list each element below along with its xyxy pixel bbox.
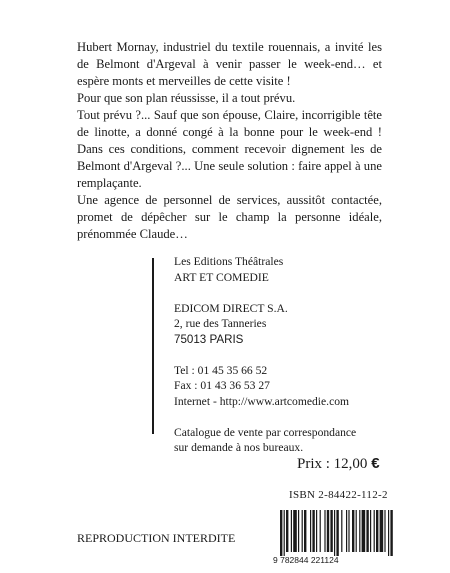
website-link: Internet - http://www.artcomedie.com: [174, 394, 350, 408]
barcode-bar: [366, 510, 368, 552]
barcode-bar: [334, 510, 335, 556]
blurb-paragraph-1: Hubert Mornay, industriel du textile rouennais, a invité les de Belmont d'Argeval à venir passer le week-end… et espère monts et merveilles de cette visite !: [77, 40, 382, 88]
price-label: [297, 455, 380, 473]
barcode-bar: [298, 510, 299, 552]
publisher-info: [174, 254, 404, 471]
barcode-bar: [348, 510, 349, 552]
blurb-paragraph-4: Une agence de personnel de services, aussitôt contactée, promet de dépêcher sur le champ la personne idéale, prénommée Claude…: [77, 193, 382, 241]
barcode-bar: [284, 510, 285, 556]
barcode-bar: [346, 510, 347, 552]
barcode-bar: [320, 510, 321, 552]
reproduction-notice: REPRODUCTION INTERDITE: [77, 531, 236, 545]
barcode-bar: [380, 510, 384, 552]
barcode-bar: [336, 510, 338, 556]
barcode-bar: [304, 510, 306, 552]
blurb-paragraph-2: Pour que son plan réussisse, il a tout prévu.: [77, 91, 296, 105]
barcode-bar: [388, 510, 389, 556]
publisher-imprint: ART ET COMEDIE: [174, 270, 269, 284]
barcode-bar: [324, 510, 325, 552]
fax-number: Fax : 01 43 36 53 27: [174, 379, 270, 392]
barcode-bars: [280, 510, 393, 556]
distributor-name: EDICOM DIRECT S.A.: [174, 301, 288, 315]
barcode-bar: [327, 510, 329, 552]
barcode-bar: [390, 510, 392, 556]
isbn-number: ISBN 2-84422-112-2: [289, 489, 388, 501]
barcode-bar: [280, 510, 282, 556]
address-city: 75013 PARIS: [174, 332, 244, 346]
barcode-bar: [286, 510, 288, 552]
barcode-bar: [370, 510, 371, 552]
barcode-bar: [362, 510, 366, 552]
barcode: [272, 510, 402, 565]
catalog-line-1: Catalogue de vente par correspondance: [174, 425, 357, 439]
phone-number: Tel : 01 45 35 66 52: [174, 363, 268, 377]
euro-symbol: €: [371, 455, 380, 472]
barcode-bar: [312, 510, 314, 552]
barcode-bar: [341, 510, 342, 552]
barcode-bar: [291, 510, 292, 552]
barcode-bar: [330, 510, 332, 552]
barcode-bar: [316, 510, 317, 552]
barcode-digits: 9 782844 221124: [273, 555, 339, 565]
barcode-bar: [384, 510, 385, 552]
barcode-bar: [376, 510, 378, 552]
price-text: Prix : 12,00: [297, 456, 368, 472]
barcode-bar: [352, 510, 354, 552]
barcode-bar: [356, 510, 357, 552]
back-cover-blurb: [77, 39, 382, 243]
barcode-bar: [310, 510, 311, 552]
barcode-bar: [374, 510, 375, 552]
barcode-bar: [293, 510, 297, 552]
barcode-bar: [359, 510, 360, 552]
catalog-line-2: sur demande à nos bureaux.: [174, 441, 304, 454]
barcode-bar: [302, 510, 303, 552]
address-street: 2, rue des Tanneries: [174, 317, 267, 330]
publisher-name: Les Editions Théâtrales: [174, 255, 284, 268]
blurb-paragraph-3: Tout prévu ?... Sauf que son épouse, Claire, incorrigible tête de linotte, a donné congé à la bonne pour le week-end ! Dans ces conditions, comment recevoir dignement les de Belmont d'Argeval ?... Une seule solution : faire appel à une remplaçante.: [77, 108, 382, 190]
